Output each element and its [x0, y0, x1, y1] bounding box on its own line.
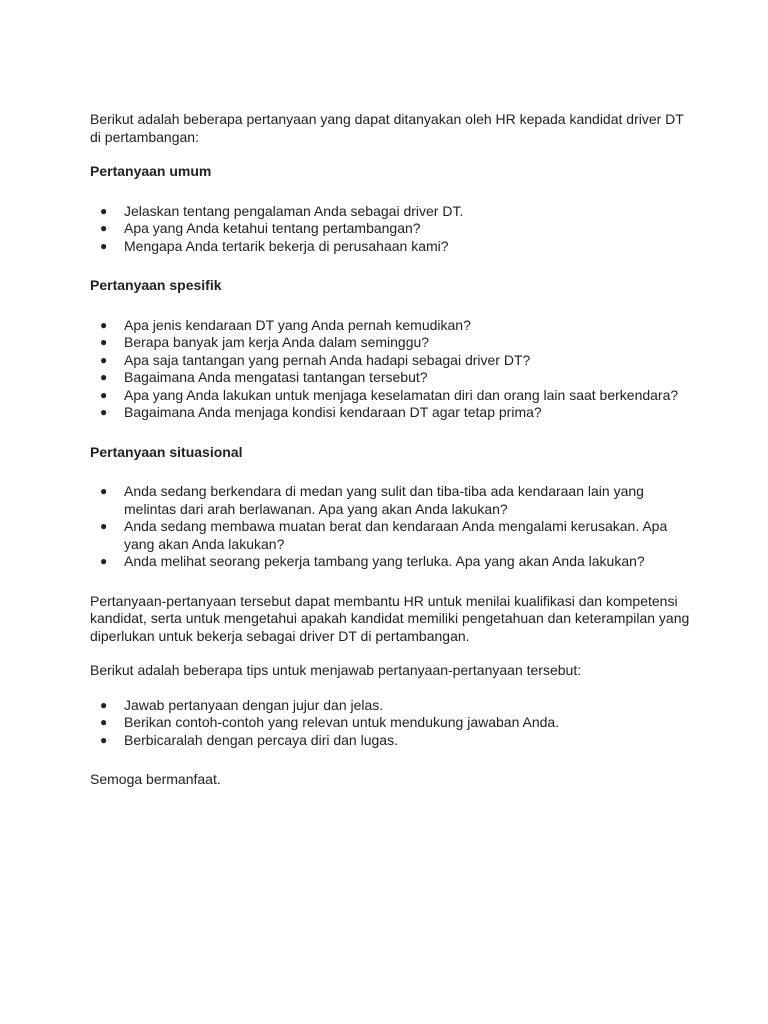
list-item: ● Anda sedang berkendara di medan yang sulit dan tiba-tiba ada kendaraan lain yang melintas dari arah berlawanan. Apa yang akan Anda lakukan? — [100, 483, 644, 517]
section-heading-spesifik: Pertanyaan spesifik — [90, 277, 222, 293]
intro-paragraph: Berikut adalah beberapa pertanyaan yang dapat ditanyakan oleh HR kepada kandidat driver DT di pertambangan: — [90, 111, 684, 145]
section-heading-situasional: Pertanyaan situasional — [90, 443, 243, 460]
list-item: ● Anda melihat seorang pekerja tambang yang terluka. Apa yang akan Anda lakukan? — [100, 553, 645, 569]
list-item: ● Jelaskan tentang pengalaman Anda sebagai driver DT. — [100, 202, 464, 219]
question-list-spesifik — [90, 317, 690, 422]
list-item: ● Bagaimana Anda menjaga kondisi kendaraan DT agar tetap prima? — [100, 404, 542, 420]
list-item: ● Apa yang Anda lakukan untuk menjaga keselamatan diri dan orang lain saat berkendara? — [100, 386, 679, 403]
bullet-icon: ● — [100, 732, 108, 747]
list-item: ● Bagaimana Anda mengatasi tantangan tersebut? — [100, 369, 428, 385]
bullet-icon: ● — [100, 697, 108, 712]
tips-intro: Berikut adalah beberapa tips untuk menjawab pertanyaan-pertanyaan tersebut: — [90, 662, 582, 678]
list-item: ● Mengapa Anda tertarik bekerja di perusahaan kami? — [100, 237, 449, 254]
bullet-icon: ● — [100, 387, 108, 402]
bullet-icon: ● — [100, 715, 108, 729]
bullet-icon: ● — [100, 335, 108, 349]
list-item: ● Berbicaralah dengan percaya diri dan lugas. — [100, 731, 398, 748]
list-item: ● Jawab pertanyaan dengan jujur dan jelas. — [100, 696, 384, 713]
question-list-umum — [90, 203, 690, 256]
list-item: ● Apa yang Anda ketahui tentang pertambangan? — [100, 220, 421, 236]
question-list-situasional — [90, 483, 690, 571]
bullet-icon: ● — [100, 203, 108, 218]
list-item: ● Berikan contoh-contoh yang relevan untuk mendukung jawaban Anda. — [100, 714, 560, 730]
list-item: ● Berapa banyak jam kerja Anda dalam seminggu? — [100, 334, 430, 350]
section-heading-umum: Pertanyaan umum — [90, 163, 212, 179]
list-item: ● Apa saja tantangan yang pernah Anda hadapi sebagai driver DT? — [100, 351, 531, 368]
bullet-icon: ● — [100, 317, 108, 332]
bullet-icon: ● — [100, 519, 108, 533]
bullet-icon: ● — [100, 554, 108, 568]
bullet-icon: ● — [100, 370, 108, 384]
tips-list — [90, 697, 690, 750]
bullet-icon: ● — [100, 238, 108, 253]
bullet-icon: ● — [100, 405, 108, 419]
bullet-icon: ● — [100, 484, 108, 498]
list-item: ● Apa jenis kendaraan DT yang Anda pernah kemudikan? — [100, 316, 471, 333]
closing-line: Semoga bermanfaat. — [90, 771, 221, 787]
summary-paragraph: Pertanyaan-pertanyaan tersebut dapat membantu HR untuk menilai kualifikasi dan kompetensi kandidat, serta untuk mengetahui apakah kandidat memiliki pengetahuan dan keterampilan yang diperlukan untuk bekerja sebagai driver DT di pertambangan. — [90, 592, 690, 644]
bullet-icon: ● — [100, 352, 108, 367]
document-body — [90, 111, 690, 789]
list-item: ● Anda sedang membawa muatan berat dan kendaraan Anda mengalami kerusakan. Apa yang akan Anda lakukan? — [100, 518, 668, 552]
bullet-icon: ● — [100, 221, 108, 235]
